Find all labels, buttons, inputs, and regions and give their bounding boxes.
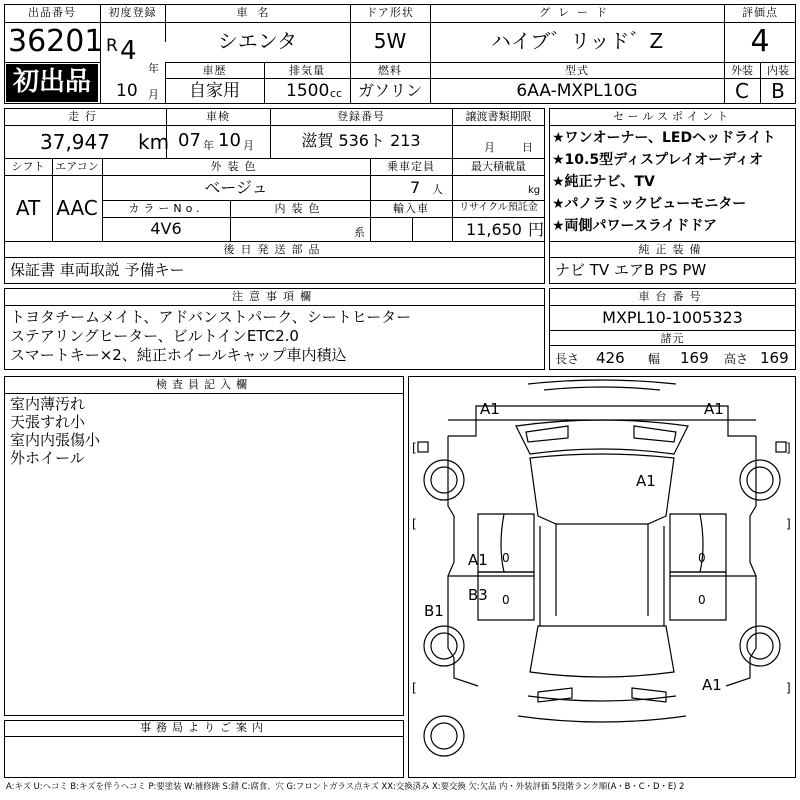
- width-label: 幅: [648, 352, 661, 366]
- max-load-unit: kg: [528, 185, 541, 196]
- registration-number-label: 登録番号: [337, 110, 385, 123]
- era: R: [106, 36, 118, 56]
- fuel: ガソリン: [357, 81, 422, 100]
- door-handle-right-rear: 0: [698, 593, 706, 607]
- interior-score-label: 内装: [767, 64, 789, 77]
- car-name-label: 車名: [236, 6, 279, 19]
- transfer-month-unit: 月: [484, 141, 495, 154]
- mileage-label: 走行: [68, 110, 102, 123]
- diagram-mark-roof: A1: [636, 472, 656, 490]
- diagram-mark-rear-right: A1: [702, 676, 722, 694]
- diagram-mark-left-rear-door: B3: [468, 586, 488, 604]
- displacement-unit: cc: [330, 87, 343, 100]
- note-line-1: トヨタチームメイト、アドバンストパーク、シートヒーター: [10, 308, 412, 326]
- diagram-mark-left-front-door: A1: [468, 551, 488, 569]
- registration-number: 滋賀 536ト 213: [301, 131, 421, 150]
- later-parts-label: 後日発送部品: [223, 243, 326, 256]
- inspection-year-unit: 年: [203, 139, 214, 152]
- lot-number-label: 出品番号: [28, 6, 76, 19]
- door-handle-right-front: 0: [698, 551, 706, 565]
- registration-month: 10: [116, 81, 138, 101]
- history: 自家用: [189, 81, 240, 101]
- office-label: 事務局よりご案内: [140, 721, 268, 734]
- sales-point-3: ★純正ナビ、TV: [552, 174, 655, 190]
- grade: ハイブ゛リッド゛Z: [490, 29, 664, 53]
- capacity: 7: [410, 178, 421, 197]
- inspection-month: 10: [218, 130, 241, 151]
- door-handle-left-rear: 0: [502, 593, 510, 607]
- width: 169: [680, 349, 709, 367]
- diagram-mark-left-rear-fender: B1: [424, 602, 444, 620]
- chassis-number: MXPL10-1005323: [602, 308, 743, 327]
- car-name: シエンタ: [217, 29, 298, 53]
- sales-point-2: ★10.5型ディスプレイオーディオ: [552, 152, 764, 168]
- legend: A:キズ U:ヘコミ B:キズを伴うヘコミ P:要塗装 W:補修跡 S:錆 C:腐食、穴 G:フロントガラス点キズ XX:交換済み X:要交換 欠:欠品 内・外装評価 5段階ランク順(A・B・C・D・E) 2: [6, 781, 685, 791]
- transfer-deadline-label: 譲渡書類期限: [465, 110, 532, 123]
- aircon-label: エアコン: [55, 160, 99, 173]
- bracket-left-low: [: [412, 681, 417, 695]
- recycle-label: リサイクル預託金: [459, 202, 538, 213]
- exterior-score-label: 外装: [731, 64, 753, 77]
- inspection-month-unit: 月: [243, 139, 254, 152]
- sales-point-5: ★両側パワースライドドア: [552, 218, 718, 234]
- interior-color-label: 内装色: [274, 202, 326, 215]
- month-unit: 月: [148, 88, 159, 101]
- height: 169: [760, 349, 789, 367]
- capacity-label: 乗車定員: [387, 160, 435, 173]
- color-number-label: カラーNo.: [128, 202, 204, 215]
- overall-score: 4: [750, 24, 770, 59]
- inspector-line-2: 天張すれ小: [10, 413, 86, 431]
- equipment-label: 純正装備: [638, 243, 707, 256]
- sales-points-label: セールスポイント: [612, 110, 732, 123]
- exterior-score: C: [735, 79, 749, 103]
- bracket-right-mid: ]: [786, 517, 791, 531]
- note-line-2: ステアリングヒーター、ビルトインETC2.0: [10, 327, 299, 345]
- shift: AT: [15, 196, 41, 220]
- height-label: 高さ: [724, 352, 749, 366]
- inspector-line-4: 外ホイール: [10, 449, 85, 467]
- recycle-fee: 11,650: [466, 220, 522, 239]
- bracket-left-top: [: [412, 441, 417, 455]
- color-number: 4V6: [150, 219, 182, 238]
- year-unit: 年: [148, 62, 159, 75]
- exterior-color-label: 外装色: [210, 160, 262, 173]
- recycle-unit: 円: [528, 220, 545, 239]
- model: 6AA-MXPL10G: [516, 81, 638, 101]
- later-parts: 保証書 車両取説 予備キー: [10, 261, 185, 279]
- transfer-day-unit: 日: [522, 141, 533, 154]
- note-line-3: スマートキー×2、純正ホイールキャップ車内積込: [10, 346, 347, 364]
- door-type-label: ドア形状: [366, 6, 414, 19]
- mileage: 37,947: [40, 130, 110, 154]
- door-handle-left-front: 0: [502, 551, 510, 565]
- bracket-left-mid: [: [412, 517, 417, 531]
- car-diagram: [408, 376, 796, 778]
- interior-score: B: [771, 79, 785, 103]
- model-label: 型式: [565, 64, 589, 77]
- length: 426: [596, 349, 625, 367]
- mileage-unit: km: [138, 130, 170, 154]
- bracket-right-low: ]: [786, 681, 791, 695]
- diagram-mark-front-left: A1: [480, 400, 500, 418]
- shift-label: シフト: [11, 160, 45, 173]
- diagram-mark-front-right: A1: [704, 400, 724, 418]
- notes-label: 注意事項欄: [232, 290, 317, 303]
- registration-year: 4: [120, 36, 137, 66]
- sales-point-1: ★ワンオーナー、LEDヘッドライト: [552, 130, 776, 146]
- equipment: ナビ TV エアB PS PW: [555, 261, 707, 279]
- sales-point-4: ★パノラミックビューモニター: [552, 196, 747, 212]
- inspector-label: 検査員記入欄: [156, 378, 252, 391]
- inspection-label: 車検: [206, 110, 230, 123]
- displacement-label: 排気量: [289, 64, 325, 77]
- aircon: AAC: [56, 196, 98, 220]
- import-label: 輸入車: [393, 202, 429, 215]
- grade-label: グレード: [539, 6, 615, 19]
- dimensions-label: 諸元: [660, 332, 685, 345]
- interior-color-unit: 系: [354, 226, 365, 239]
- max-load-label: 最大積載量: [471, 160, 526, 173]
- displacement: 1500: [286, 81, 330, 101]
- exterior-color: ベージュ: [204, 178, 268, 197]
- door-type: 5W: [373, 29, 407, 53]
- capacity-unit: 人: [432, 183, 443, 196]
- chassis-label: 車台番号: [638, 290, 707, 303]
- length-label: 長さ: [555, 352, 580, 366]
- fuel-label: 燃料: [378, 64, 402, 77]
- lot-number: 36201: [8, 24, 104, 59]
- first-registration-label: 初度登録: [108, 6, 157, 19]
- first-listing-text: 初出品: [12, 67, 91, 97]
- score-label: 評価点: [742, 6, 778, 19]
- history-label: 車歴: [202, 64, 227, 77]
- inspection-year: 07: [178, 130, 201, 151]
- inspector-line-3: 室内内張傷小: [10, 431, 101, 449]
- inspector-line-1: 室内薄汚れ: [10, 395, 86, 413]
- bracket-right-top: ]: [786, 441, 791, 455]
